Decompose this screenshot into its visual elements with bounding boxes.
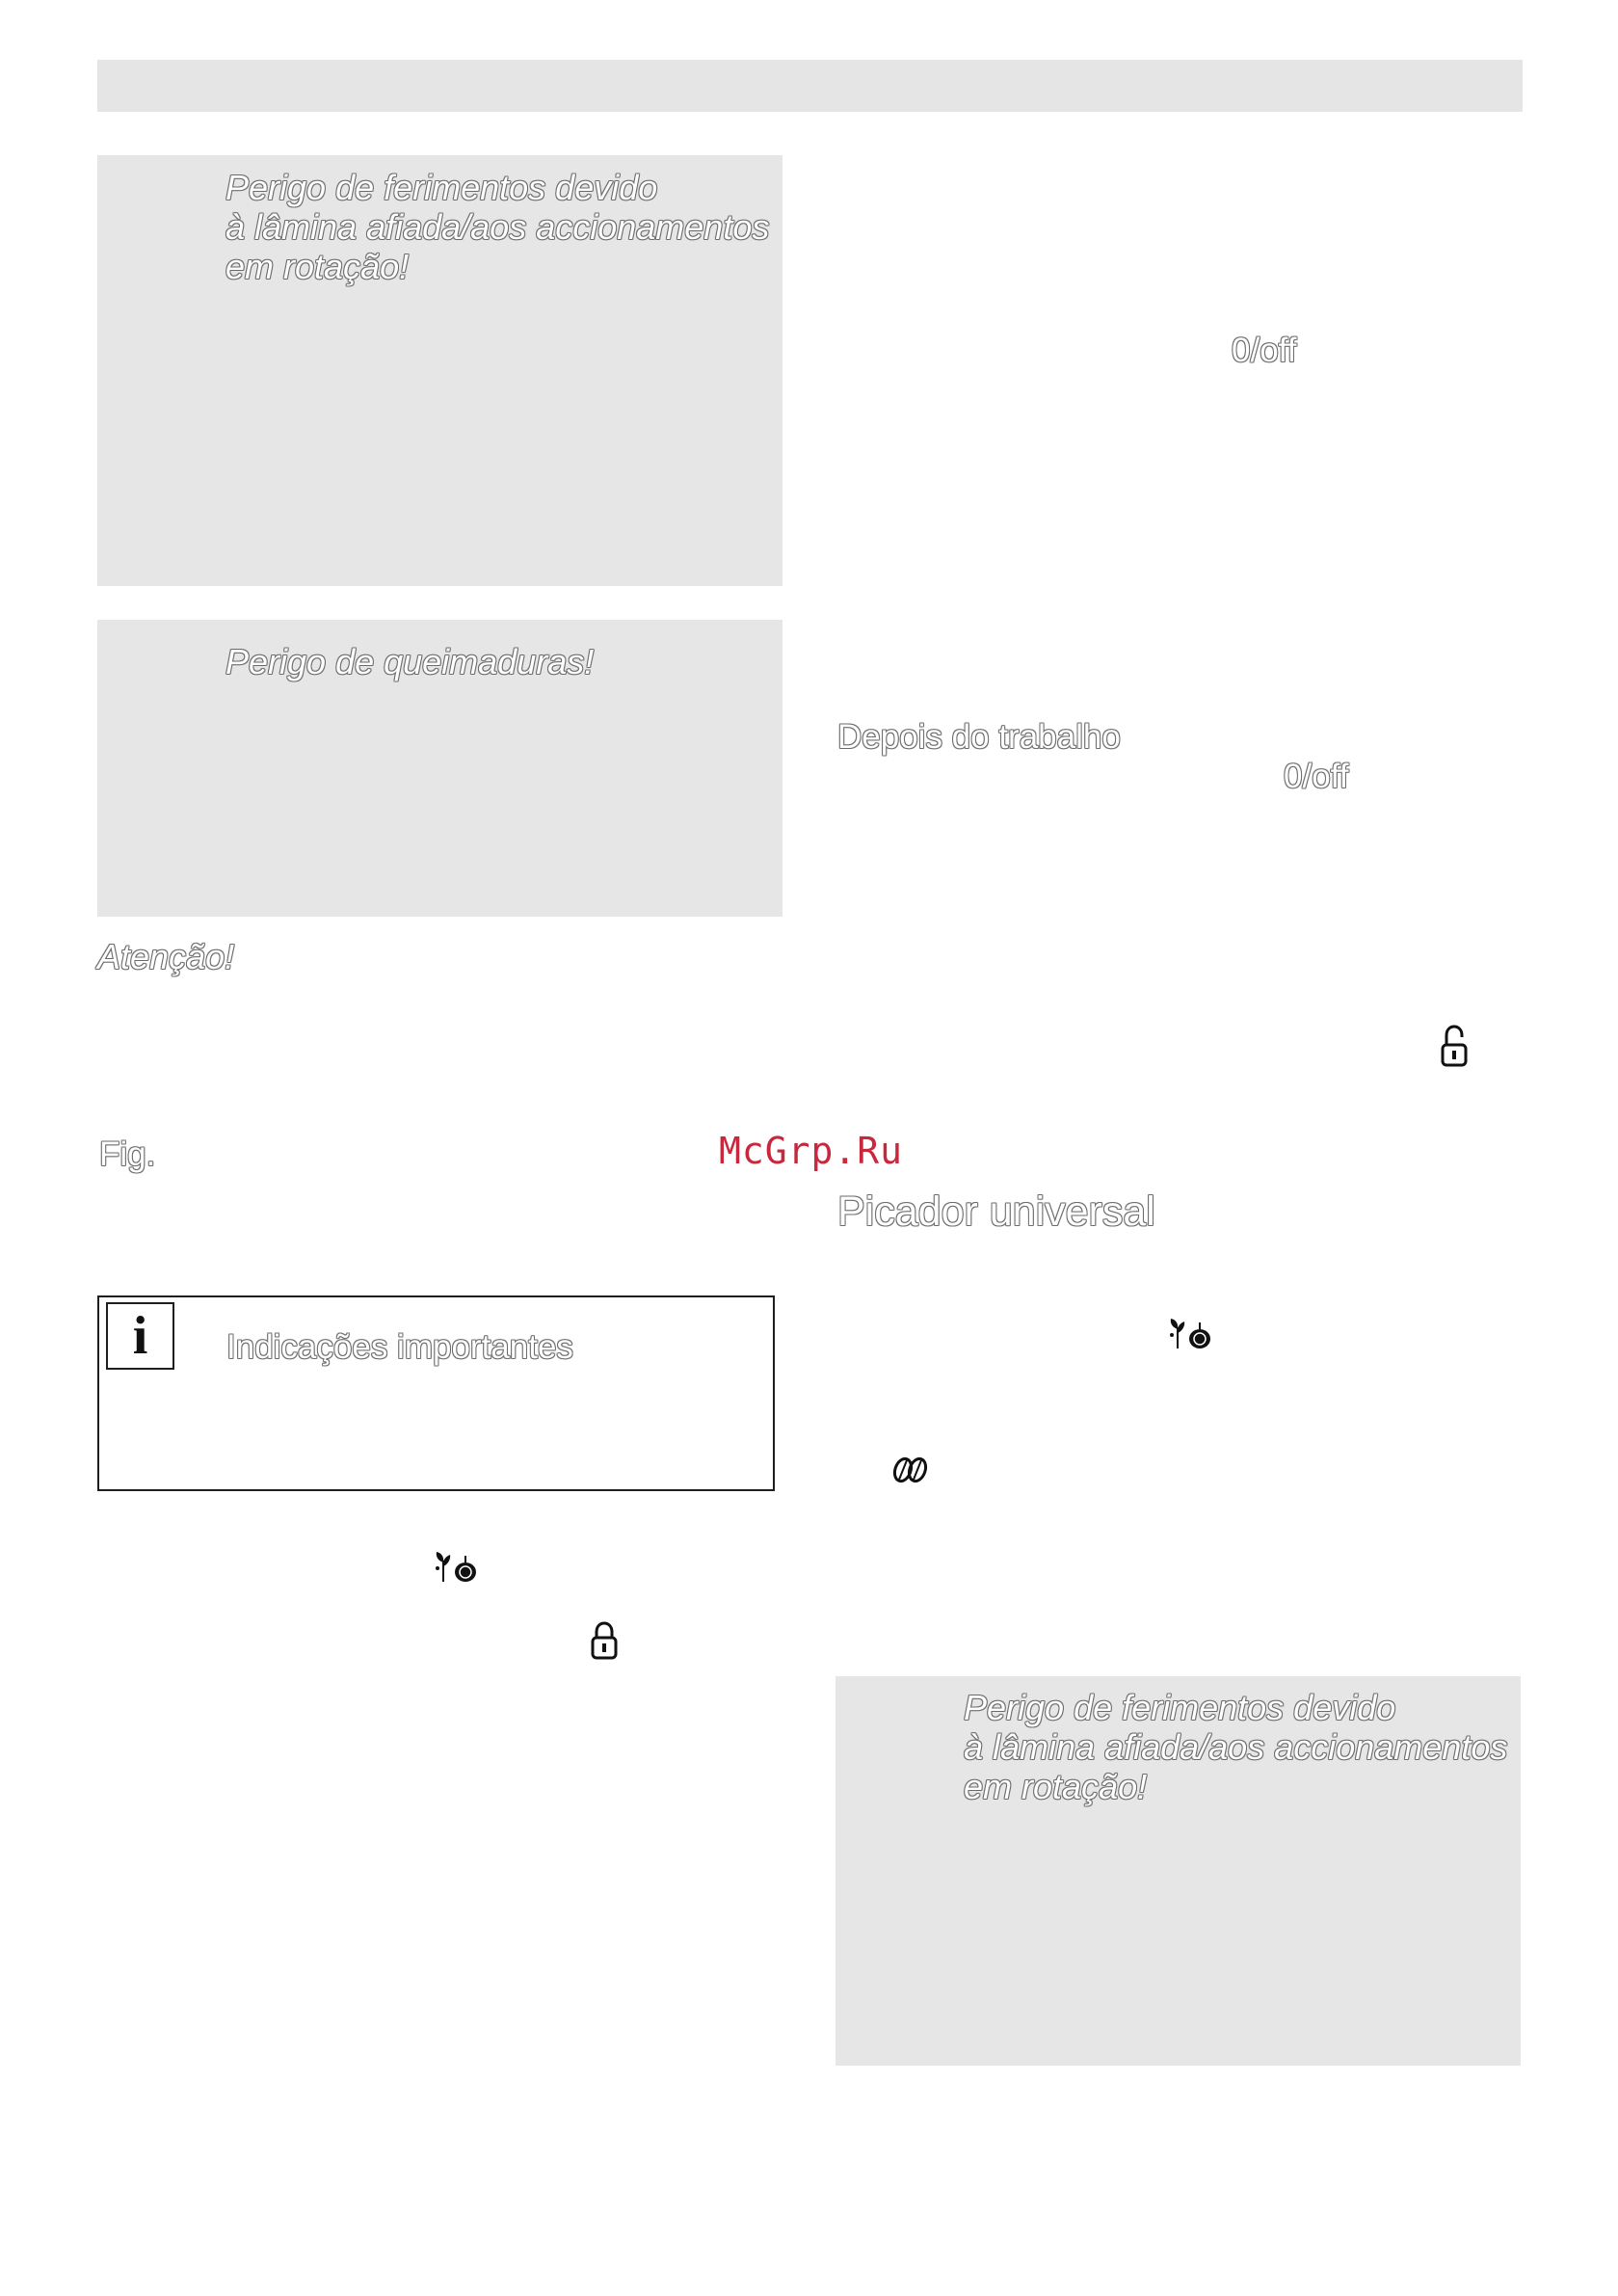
warning-burn-text: Perigo de queimaduras! <box>225 642 595 681</box>
header-bar <box>97 60 1523 112</box>
coffee-beans-icon <box>890 1455 931 1484</box>
herb-onion-icon <box>1168 1314 1214 1350</box>
warning-blade-right-line-1: Perigo de ferimentos devido <box>964 1688 1396 1727</box>
warning-blade-line-2: à lâmina afiada/aos accionamentos <box>225 207 770 247</box>
attention-label: Atenção! <box>97 937 235 976</box>
herb-onion-icon <box>434 1547 480 1584</box>
info-icon: i <box>106 1302 174 1370</box>
fig-label: Fig. <box>99 1135 156 1173</box>
warning-blade-right-line-3: em rotação! <box>964 1767 1148 1806</box>
info-box <box>97 1295 775 1491</box>
after-work-heading: Depois do trabalho <box>837 718 1121 756</box>
warning-blade-line-1: Perigo de ferimentos devido <box>225 168 658 207</box>
switch-off-label-1: 0/off <box>1232 332 1297 369</box>
warning-blade-line-3: em rotação! <box>225 247 410 286</box>
lock-open-icon <box>1440 1025 1469 1067</box>
warning-blade-right-line-2: à lâmina afiada/aos accionamentos <box>964 1727 1508 1767</box>
switch-off-label-2: 0/off <box>1284 758 1349 795</box>
info-box-title: Indicações importantes <box>226 1328 573 1366</box>
section-title: Picador universal <box>837 1188 1155 1235</box>
lock-closed-icon <box>590 1621 619 1660</box>
watermark: McGrp.Ru <box>719 1130 904 1172</box>
